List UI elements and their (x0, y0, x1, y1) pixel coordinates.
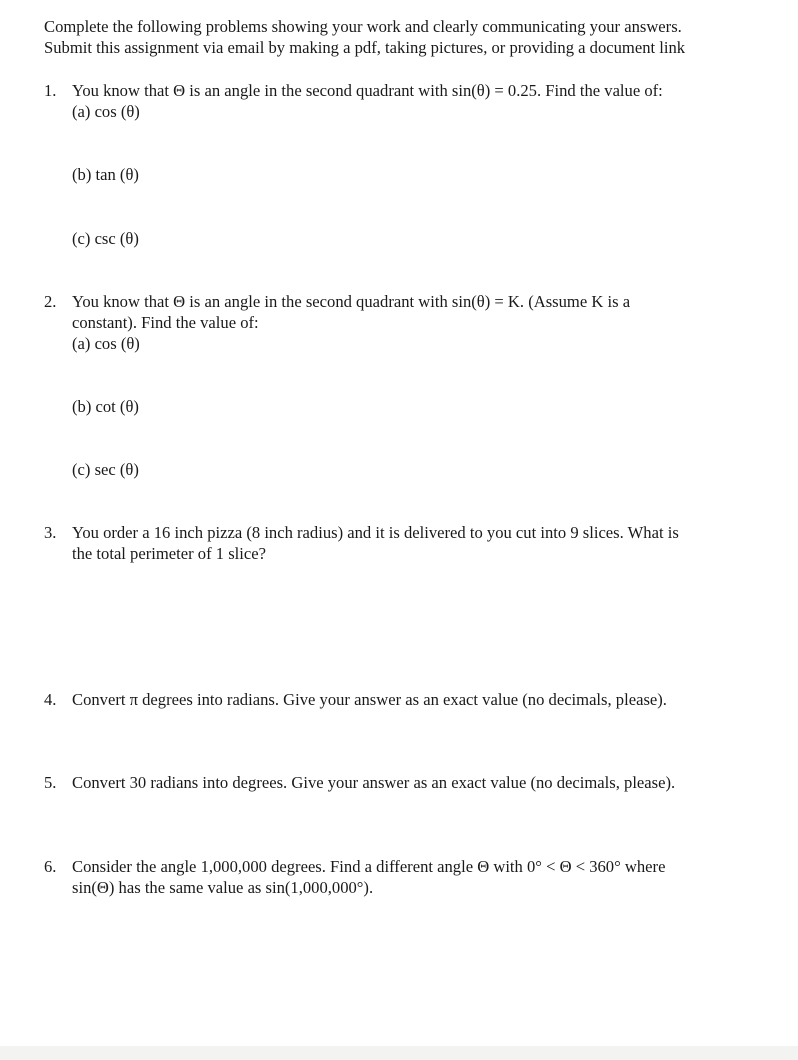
problem-2-text-line-1: You know that Θ is an angle in the second quadrant with sin(θ) = K. (Assume K is a (72, 292, 631, 311)
problem-3-text-line-2: the total perimeter of 1 slice? (72, 544, 266, 563)
problem-1-part-a: (a) cos (θ) (72, 102, 140, 121)
problem-6-number: 6. (44, 857, 57, 876)
instructions-line-2: Submit this assignment via email by making a pdf, taking pictures, or providing a document link (44, 38, 686, 57)
problem-5-text: Convert 30 radians into degrees. Give your answer as an exact value (no decimals, please). (72, 773, 676, 792)
problem-1-number: 1. (44, 81, 57, 100)
problem-2-part-c: (c) sec (θ) (72, 460, 139, 479)
problem-2-text-line-2: constant). Find the value of: (72, 313, 259, 332)
problem-3-text-line-1: You order a 16 inch pizza (8 inch radius) and it is delivered to you cut into 9 slices. What is (72, 523, 679, 542)
problem-2-part-b: (b) cot (θ) (72, 397, 139, 416)
problem-3-number: 3. (44, 523, 57, 542)
problem-4-number: 4. (44, 690, 57, 709)
problem-1-part-b: (b) tan (θ) (72, 165, 139, 184)
problem-5-number: 5. (44, 773, 57, 792)
page-bottom-margin (0, 1046, 798, 1060)
problem-2-part-a: (a) cos (θ) (72, 334, 140, 353)
problem-4-text: Convert π degrees into radians. Give your answer as an exact value (no decimals, please). (72, 690, 667, 709)
problem-6-text-line-1: Consider the angle 1,000,000 degrees. Find a different angle Θ with 0° < Θ < 360° where (72, 857, 666, 876)
instructions-line-1: Complete the following problems showing your work and clearly communicating your answers. (44, 17, 682, 36)
problem-1-part-c: (c) csc (θ) (72, 229, 139, 248)
problem-1-text: You know that Θ is an angle in the second quadrant with sin(θ) = 0.25. Find the value of: (72, 81, 663, 100)
problem-6-text-line-2: sin(Θ) has the same value as sin(1,000,000°). (72, 878, 374, 897)
problem-2-number: 2. (44, 292, 57, 311)
